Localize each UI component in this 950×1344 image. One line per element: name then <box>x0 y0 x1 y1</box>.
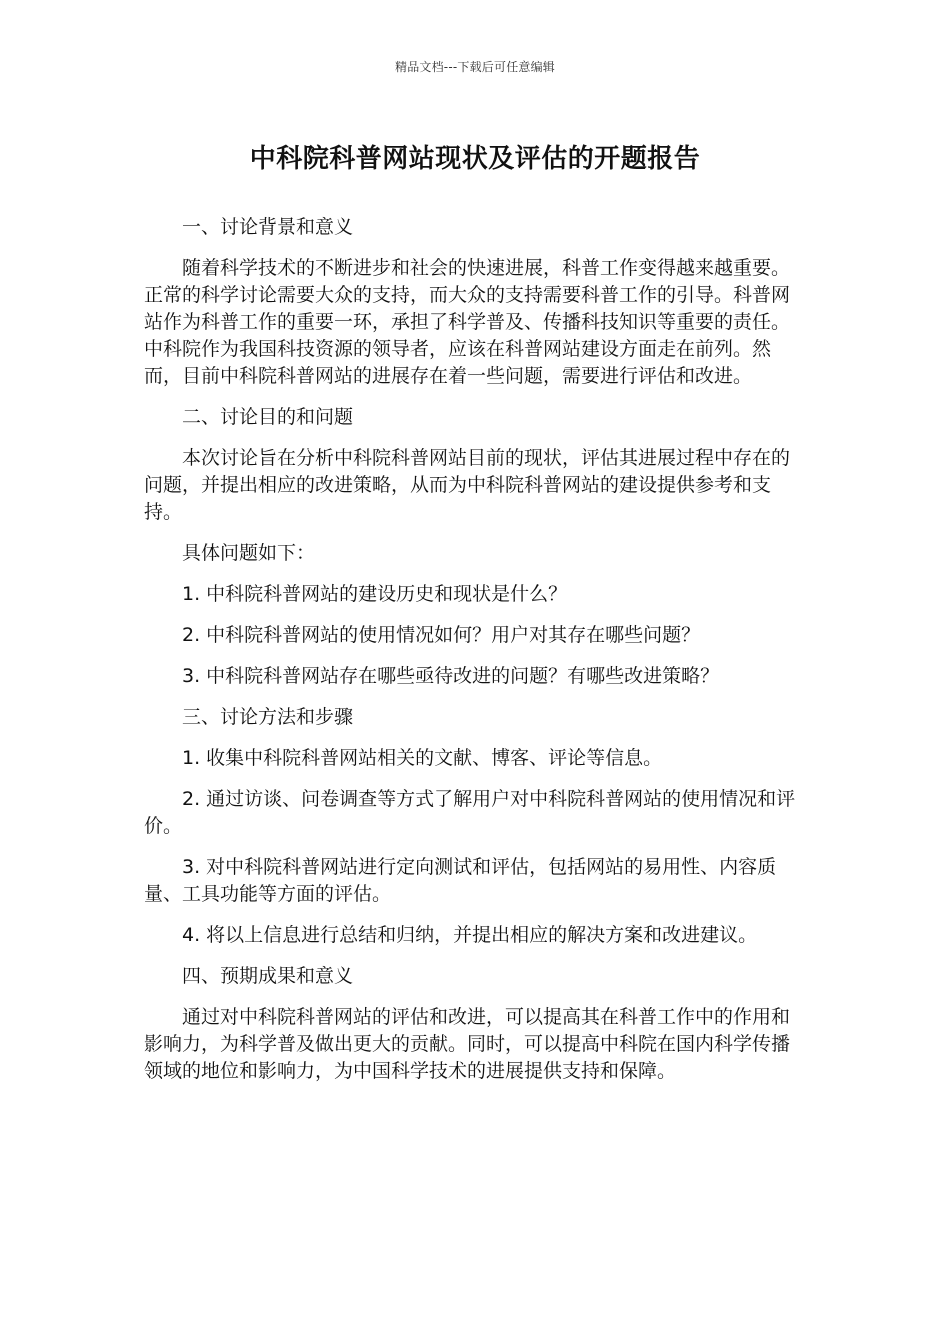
document-body <box>144 214 808 1099</box>
paragraph-purpose: 本次讨论旨在分析中科院科普网站目前的现状，评估其进展过程中存在的问题，并提出相应的改进策略，从而为中科院科普网站的建设提供参考和支持。 <box>144 447 791 523</box>
list-item-method-1: 1. 收集中科院科普网站相关的文献、博客、评论等信息。 <box>182 747 663 769</box>
paragraph-outcomes: 通过对中科院科普网站的评估和改进，可以提高其在科普工作中的作用和影响力，为科学普及做出更大的贡献。同时，可以提高中科院在国内科学传播领域的地位和影响力，为中国科学技术的进展提供支持和保障。 <box>144 1006 791 1082</box>
list-item-question-2: 2. 中科院科普网站的使用情况如何？用户对其存在哪些问题？ <box>182 624 701 646</box>
list-item-question-3: 3. 中科院科普网站存在哪些亟待改进的问题？有哪些改进策略？ <box>182 665 720 687</box>
section-heading-background: 一、讨论背景和意义 <box>182 216 354 238</box>
header-note: 精品文档---下载后可任意编辑 <box>395 60 555 74</box>
list-item-method-2: 2. 通过访谈、问卷调查等方式了解用户对中科院科普网站的使用情况和评价。 <box>144 788 796 837</box>
paragraph-background: 随着科学技术的不断进步和社会的快速进展，科普工作变得越来越重要。正常的科学讨论需要大众的支持，而大众的支持需要科普工作的引导。科普网站作为科普工作的重要一环，承担了科学普及、传播科技知识等重要的责任。中科院作为我国科技资源的领导者，应该在科普网站建设方面走在前列。然而，目前中科院科普网站的进展存在着一些问题，需要进行评估和改进。 <box>144 257 791 387</box>
paragraph-questions-intro: 具体问题如下： <box>182 542 316 564</box>
section-heading-purpose: 二、讨论目的和问题 <box>182 406 354 428</box>
section-heading-outcomes: 四、预期成果和意义 <box>182 965 354 987</box>
document-title: 中科院科普网站现状及评估的开题报告 <box>249 144 701 174</box>
list-item-method-3: 3. 对中科院科普网站进行定向测试和评估，包括网站的易用性、内容质量、工具功能等方面的评估。 <box>144 856 777 905</box>
section-heading-methods: 三、讨论方法和步骤 <box>182 706 354 728</box>
list-item-method-4: 4. 将以上信息进行总结和归纳，并提出相应的解决方案和改进建议。 <box>182 924 758 946</box>
list-item-question-1: 1. 中科院科普网站的建设历史和现状是什么？ <box>182 583 568 605</box>
